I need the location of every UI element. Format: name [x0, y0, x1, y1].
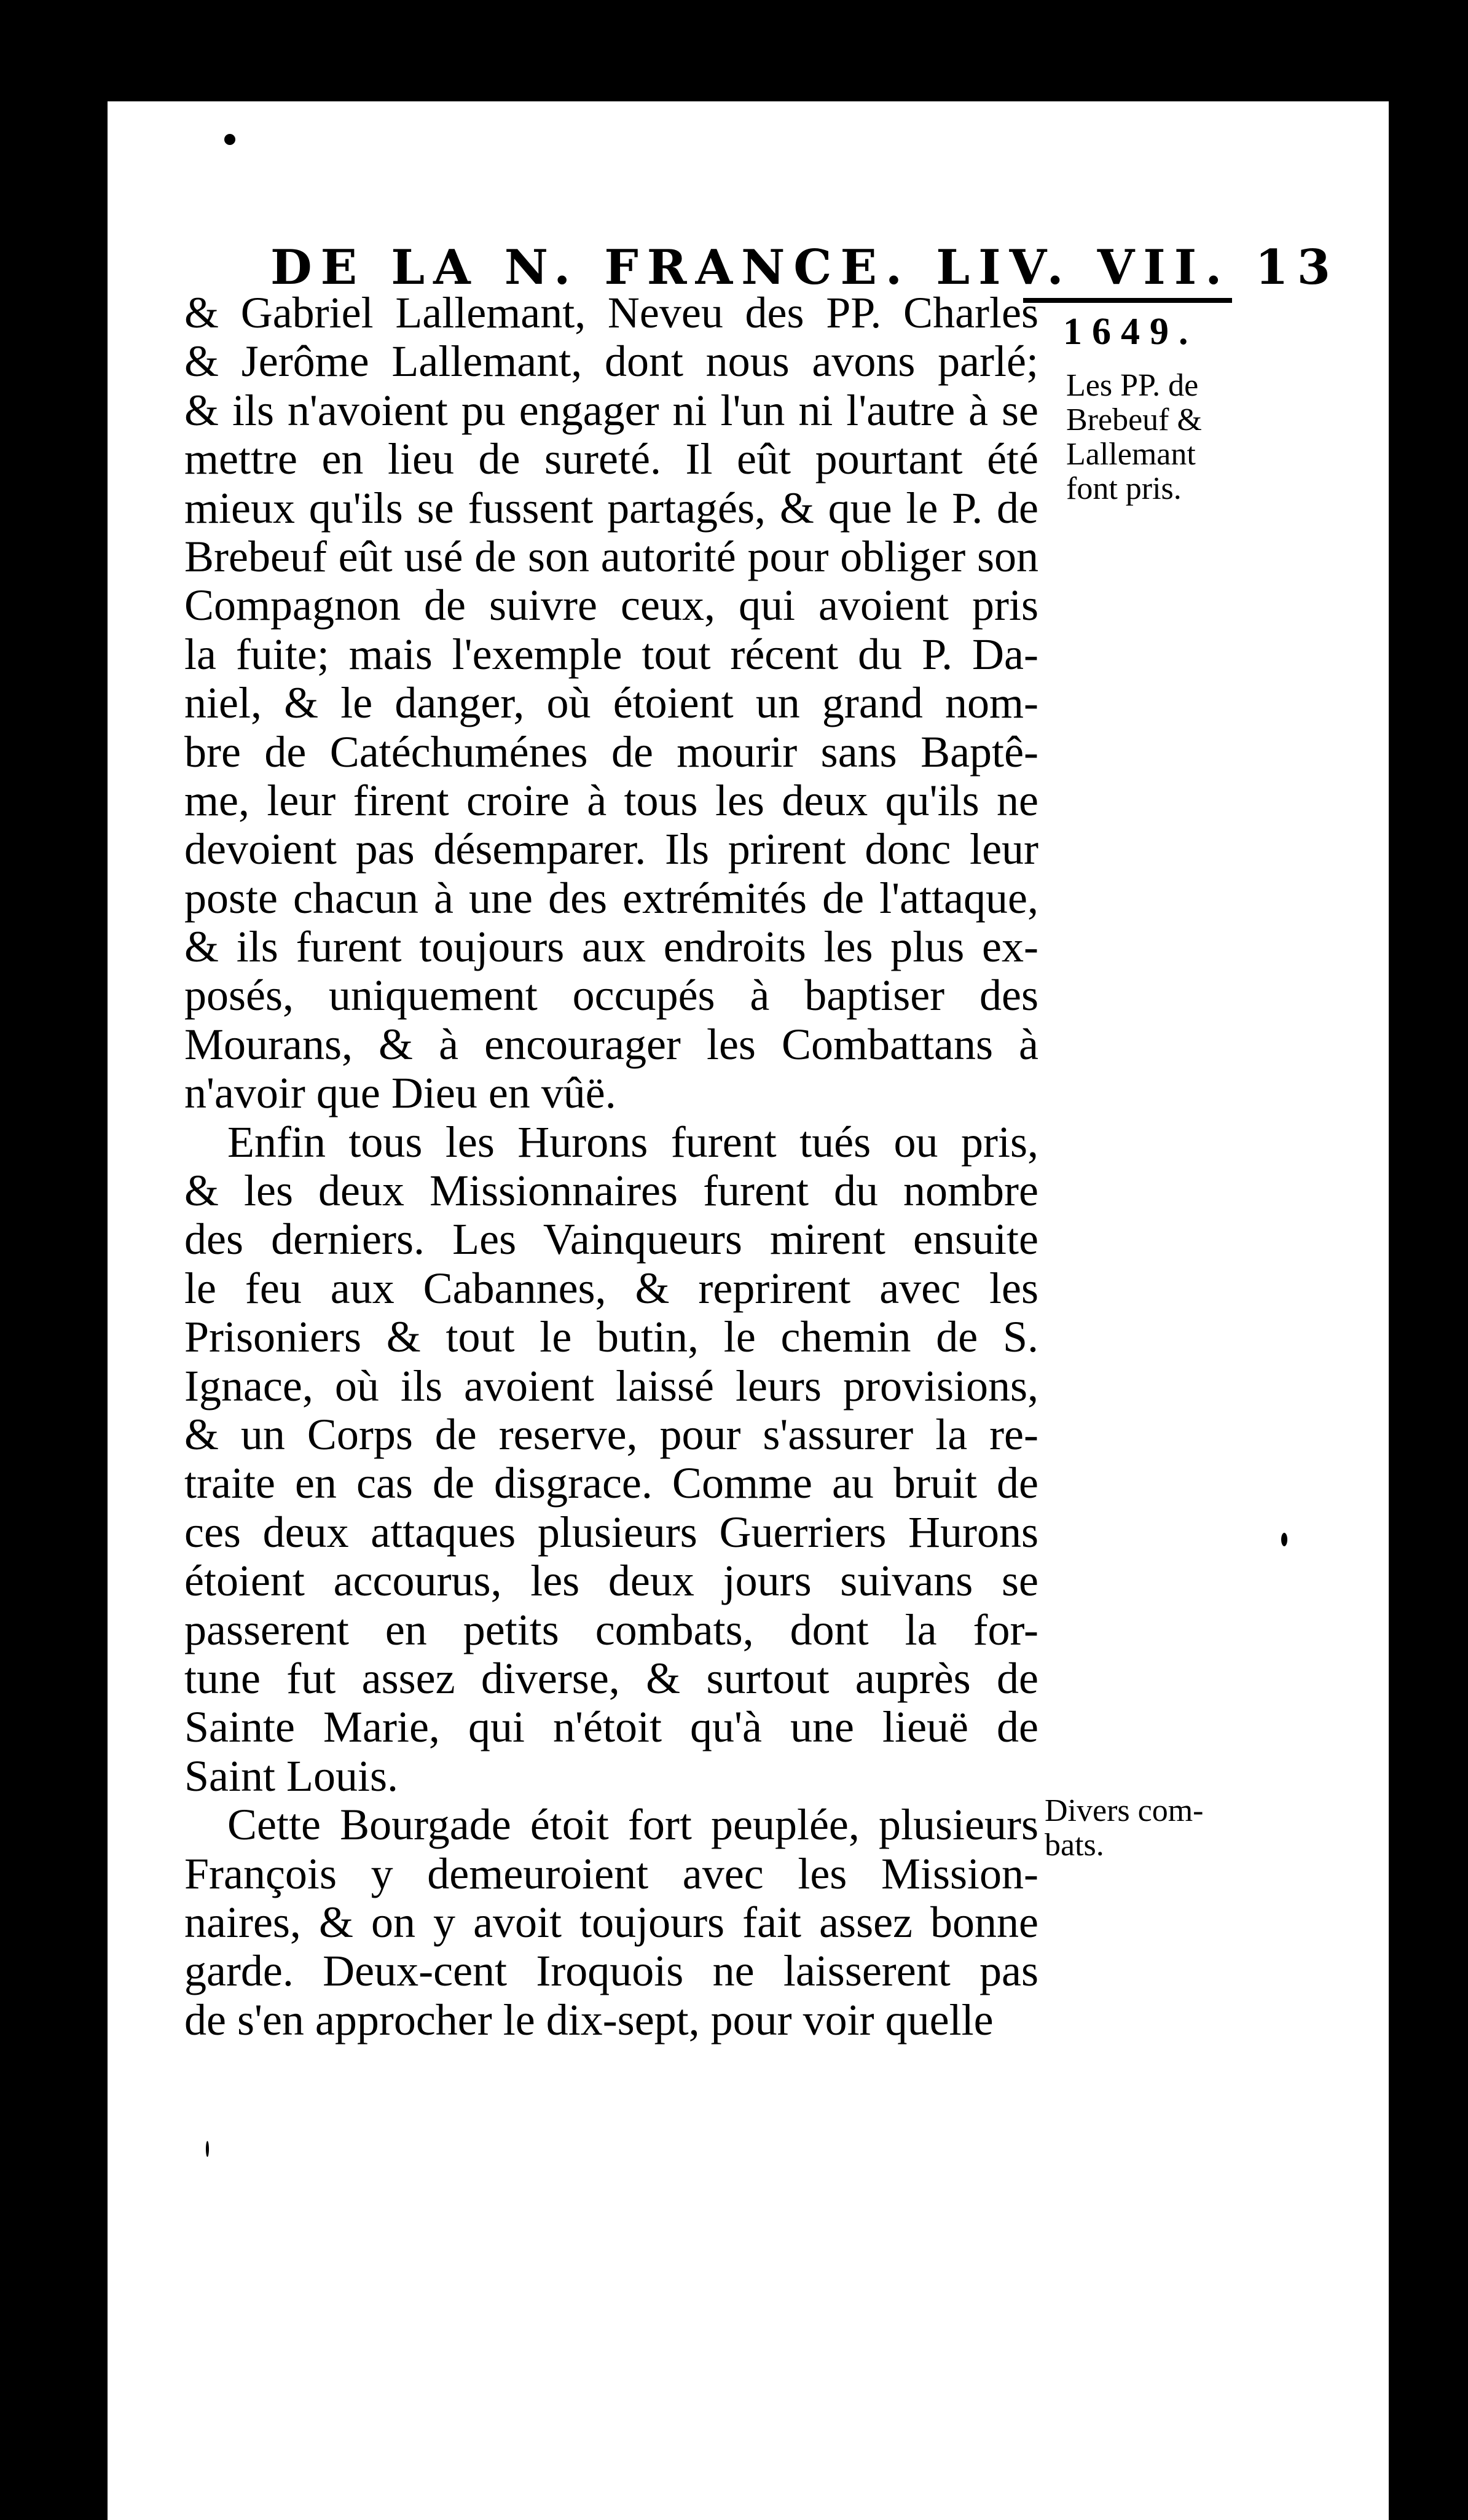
- side-note-line: bats.: [1045, 1828, 1104, 1863]
- text-line: naires, & on y avoit toujours fait assez bonne: [184, 1897, 1038, 1947]
- text-line: & ils furent toujours aux endroits les plus ex-: [184, 922, 1038, 972]
- text-line: poste chacun à une des extrémités de l'attaque,: [184, 873, 1038, 923]
- text-line: Compagnon de suivre ceux, qui avoient pris: [184, 581, 1038, 630]
- text-line: la fuite; mais l'exemple tout récent du P. Da-: [184, 629, 1038, 679]
- text-line: ces deux attaques plusieurs Guerriers Hurons: [184, 1507, 1038, 1557]
- text-line: Brebeuf eût usé de son autorité pour obliger son: [184, 531, 1038, 581]
- text-line: bre de Catéchuménes de mourir sans Baptê-: [184, 727, 1038, 777]
- running-header: [270, 240, 1339, 295]
- text-line: Enfin tous les Hurons furent tués ou pris,: [227, 1117, 1038, 1167]
- text-line: tune fut assez diverse, & surtout auprès de: [184, 1653, 1038, 1703]
- text-line: & Gabriel Lallemant, Neveu des PP. Charles: [184, 288, 1038, 337]
- ink-speck: [224, 134, 235, 145]
- margin-year: 1649.: [1063, 311, 1198, 353]
- scan-border: [0, 0, 108, 2520]
- text-line: posés, uniquement occupés à baptiser des: [184, 971, 1038, 1020]
- text-line: Mourans, & à encourager les Combattans à: [184, 1019, 1038, 1069]
- page-number: 13: [1255, 240, 1339, 295]
- margin-rule: [1023, 298, 1232, 303]
- main-text: [184, 289, 1038, 2045]
- ink-speck: [206, 2141, 209, 2157]
- text-line: garde. Deux-cent Iroquois ne laisserent pas: [184, 1946, 1038, 1996]
- text-line: mettre en lieu de sureté. Il eût pourtant été: [184, 434, 1038, 484]
- text-line: devoient pas désemparer. Ils prirent donc leur: [184, 824, 1038, 874]
- text-line: & Jerôme Lallemant, dont nous avons parlé;: [184, 337, 1038, 386]
- text-line: n'avoir que Dieu en vûë.: [184, 1068, 616, 1118]
- text-line: & les deux Missionnaires furent du nombre: [184, 1166, 1038, 1216]
- text-line: François y demeuroient avec les Mission-: [184, 1849, 1038, 1898]
- text-line: des derniers. Les Vainqueurs mirent ensuite: [184, 1215, 1038, 1264]
- text-line: me, leur firent croire à tous les deux qu'ils ne: [184, 775, 1038, 825]
- side-note-line: Lallemant: [1066, 437, 1196, 472]
- text-line: niel, & le danger, où étoient un grand nom-: [184, 678, 1038, 728]
- side-note-combats: [1045, 1794, 1203, 1863]
- text-line: Saint Louis.: [184, 1751, 399, 1801]
- text-line: traite en cas de disgrace. Comme au bruit de: [184, 1458, 1038, 1508]
- text-line: passerent en petits combats, dont la for-: [184, 1605, 1038, 1654]
- text-line: mieux qu'ils se fussent partagés, & que le P. de: [184, 483, 1038, 533]
- text-line: & ils n'avoient pu engager ni l'un ni l'autre à se: [184, 385, 1038, 435]
- side-note-line: font pris.: [1066, 471, 1182, 506]
- side-note-line: Divers com-: [1045, 1793, 1204, 1828]
- text-line: & un Corps de reserve, pour s'assurer la re-: [184, 1409, 1038, 1459]
- side-note-capture: [1066, 369, 1202, 506]
- text-line: Sainte Marie, qui n'étoit qu'à une lieuë de: [184, 1702, 1038, 1752]
- ink-speck: [1281, 1533, 1287, 1546]
- side-note-line: Brebeuf &: [1066, 402, 1202, 437]
- text-line: de s'en approcher le dix-sept, pour voir quelle: [184, 1995, 994, 2045]
- text-line: Ignace, où ils avoient laissé leurs provisions,: [184, 1361, 1038, 1411]
- text-line: Cette Bourgade étoit fort peuplée, plusieurs: [227, 1800, 1038, 1850]
- side-note-line: Les PP. de: [1066, 368, 1199, 403]
- running-title: DE LA N. FRANCE. LIV. VII.: [270, 240, 1231, 295]
- text-line: Prisoniers & tout le butin, le chemin de S.: [184, 1312, 1038, 1362]
- text-line: étoient accourus, les deux jours suivans se: [184, 1556, 1038, 1606]
- text-line: le feu aux Cabannes, & reprirent avec les: [184, 1263, 1038, 1313]
